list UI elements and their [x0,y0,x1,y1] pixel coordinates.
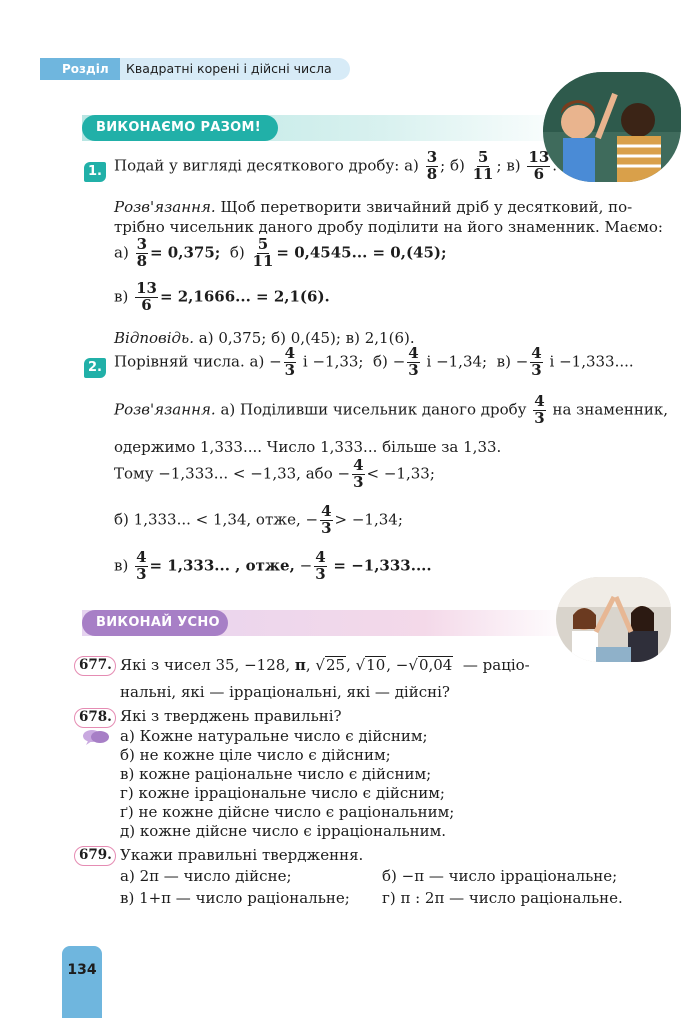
exercise-677-line-2: нальні, які — ірраціональні, які — дійсні? [120,683,450,701]
example-1-solution-line-1: Розв'язання. Щоб перетворити звичайний дріб у десятковий, по- [114,198,633,216]
exercise-679-option-d: г) π : 2π — число раціональне. [382,889,623,907]
chapter-title: Квадратні корені і дійсні числа [120,58,350,80]
example-1-prompt: Подай у вигляді десяткового дробу: а) $\frac{3}{8}$ ; б) $\frac{5}{11}$ ; в) $\frac{13}{6}$ . [114,148,558,183]
exercise-679-option-c: в) 1+π — число раціональне; [120,889,350,907]
example-2-solution-c: в) $\frac{4}{3}$ = 1,333... , отже, − $\frac{4}{3}$ = −1,333.... [114,548,432,583]
exercise-679-prompt: Укажи правильні твердження. [120,846,364,864]
example-2-solution-b: б) 1,333... < 1,34, отже, − $\frac{4}{3}$ > −1,34; [114,502,403,537]
example-2-solution-line-1: Розв'язання. а) Поділивши чисельник даного дробу $\frac{4}{3}$ на знаменник, [114,392,668,427]
exercise-678-number: 678. [74,708,116,728]
exercise-677-number: 677. [74,656,116,676]
exercise-678-item: д) кожне дійсне число є ірраціональним. [120,822,447,840]
example-2-solution-tomu: Тому −1,333... < −1,33, або − $\frac{4}{3}$ < −1,33; [114,456,435,491]
section-tag: Розділ 2 [40,58,120,80]
page-number: 134 [62,946,102,1018]
exercise-679-option-a: а) 2π — число дійсне; [120,867,292,885]
example-1-solution-c: в) $\frac{13}{6}$ = 2,1666... = 2,1(6). [114,279,330,314]
exercise-678-item: а) Кожне натуральне число є дійсним; [120,727,428,745]
exercise-678-item: в) кожне раціональне число є дійсним; [120,765,432,783]
exercise-677-line-1: Які з чисел 35, −128, π, √25, √10, −√0,04 — раціо- [120,656,530,674]
example-1-solution-a-b: а) $\frac{3}{8}$ = 0,375; б) $\frac{5}{11}$ = 0,4545... = 0,(45); [114,235,447,270]
example-1-badge: 1. [84,162,106,182]
students-high-five-photo [556,577,671,662]
exercise-679-option-b: б) −π — число ірраціональне; [382,867,618,885]
example-2-solution-line-2: одержимо 1,333.... Число 1,333... більше за 1,33. [114,438,502,456]
students-at-chalkboard-photo [543,72,681,182]
exercise-679-number: 679. [74,846,116,866]
example-1-solution-line-2: трібно чисельник даного дробу поділити на його знаменник. Маємо: [114,218,663,236]
exercise-678-item: ґ) не кожне дійсне число є раціональним; [120,803,455,821]
example-2-badge: 2. [84,358,106,378]
section2-title: ВИКОНАЙ УСНО [82,610,228,636]
exercise-678-prompt: Які з тверджень правильні? [120,707,342,725]
speech-bubble-icon [82,729,110,745]
section1-title: ВИКОНАЄМО РАЗОМ! [82,115,278,141]
exercise-678-item: б) не кожне ціле число є дійсним; [120,746,391,764]
example-1-answer: Відповідь. а) 0,375; б) 0,(45); в) 2,1(6). [114,329,415,347]
exercise-678-item: г) кожне ірраціональне число є дійсним; [120,784,445,802]
example-2-prompt: Порівняй числа. а) − $\frac{4}{3}$ і −1,33; б) − $\frac{4}{3}$ і −1,34; в) − $\frac{4}{3}$ і −1,333.... [114,344,634,379]
